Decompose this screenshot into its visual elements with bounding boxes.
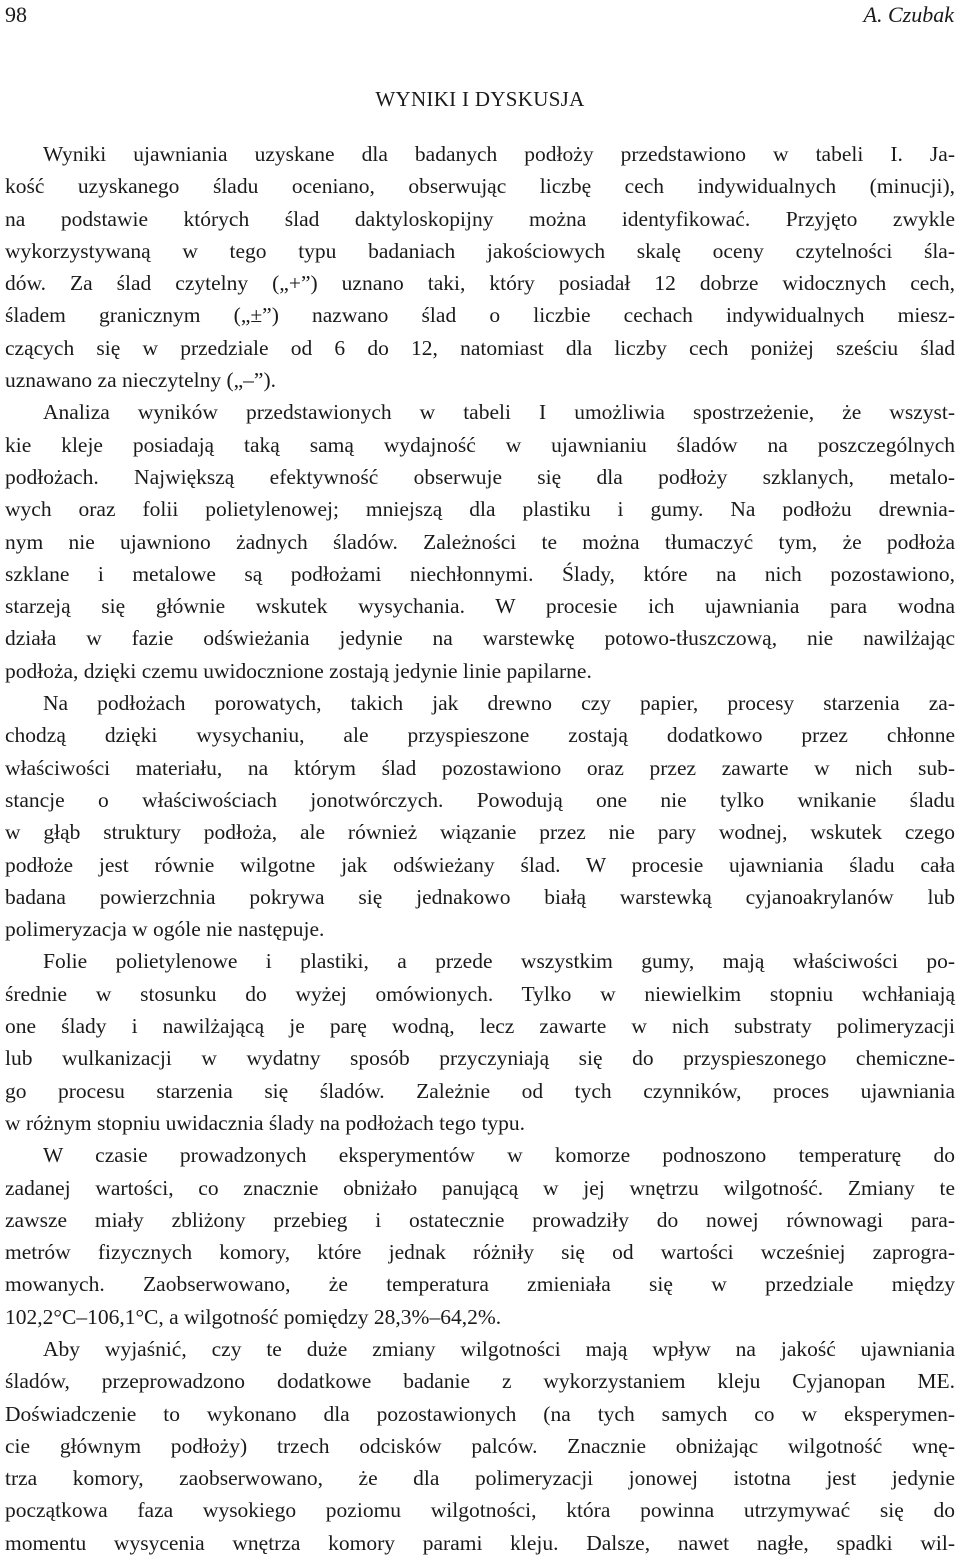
text-line: polimeryzacja w ogóle nie następuje. xyxy=(5,917,325,942)
paragraph xyxy=(5,138,955,396)
text-line: właściwości materiału, na którym ślad pozostawiono oraz przez zawarte w nich sub- xyxy=(5,755,955,780)
text-line: cie głównym podłoży) trzech odcisków palców. Znacznie obniżając wilgotność wnę- xyxy=(5,1433,955,1458)
text-line: Doświadczenie to wykonano dla pozostawionych (na tych samych co w eksperymen- xyxy=(5,1401,955,1426)
text-line: Aby wyjaśnić, czy te duże zmiany wilgotności mają wpływ na jakość ujawniania xyxy=(43,1336,955,1361)
paragraph xyxy=(5,396,955,687)
text-line: chodzą dzięki wysychaniu, ale przyspieszone zostają dodatkowo przez chłonne xyxy=(5,723,955,748)
text-line: zawsze miały zbliżony przebieg i ostatecznie prowadziły do nowej równowagi para- xyxy=(5,1207,955,1232)
text-line: kość uzyskanego śladu oceniano, obserwując liczbę cech indywidualnych (minucji), xyxy=(5,174,955,199)
text-line: badana powierzchnia pokrywa się jednakowo białą warstewką cyjanoakrylanów lub xyxy=(5,884,955,909)
text-line: wych oraz folii polietylenowej; mniejszą dla plastiku i gumy. Na podłożu drewnia- xyxy=(5,497,955,522)
running-head: A. Czubak xyxy=(863,2,954,27)
text-line: metrów fizycznych komory, które jednak różniły się od wartości wcześniej zaprogra- xyxy=(5,1240,955,1265)
text-line: wykorzystywaną w tego typu badaniach jakościowych skalę oceny czytelności śla- xyxy=(5,238,955,263)
text-line: 102,2°C–106,1°C, a wilgotność pomiędzy 28,3%–64,2%. xyxy=(5,1304,502,1329)
text-line: nym nie ujawniono żadnych śladów. Zależności te można tłumaczyć tym, że podłoża xyxy=(5,529,955,554)
paragraph xyxy=(5,687,955,945)
text-line: śladów, przeprowadzono dodatkowe badanie z wykorzystaniem kleju Cyjanopan ME. xyxy=(5,1369,955,1394)
text-line: mowanych. Zaobserwowano, że temperatura zmieniała się w przedziale między xyxy=(5,1272,955,1297)
text-line: średnie w stosunku do wyżej omówionych. Tylko w niewielkim stopniu wchłaniają xyxy=(5,981,955,1006)
text-line: momentu wysycenia wnętrza komory parami kleju. Dalsze, nawet nagłe, spadki wil- xyxy=(5,1530,955,1555)
text-line: podłoże jest równie wilgotne jak odświeżany ślad. W procesie ujawniania śladu cała xyxy=(5,852,955,877)
page-number: 98 xyxy=(5,2,27,27)
text-line: początkowa faza wysokiego poziomu wilgotności, która powinna utrzymywać się do xyxy=(5,1498,955,1523)
text-line: stancje o właściwościach jonotwórczych. Powodują one nie tylko wnikanie śladu xyxy=(5,787,955,812)
text-line: w głąb struktury podłoża, ale również wiązanie przez nie pary wodnej, wskutek czego xyxy=(5,820,955,845)
text-line: dów. Za ślad czytelny („+”) uznano taki, który posiadał 12 dobrze widocznych cech, xyxy=(5,271,955,296)
text-line: czących się w przedziale od 6 do 12, natomiast dla liczby cech poniżej sześciu ślad xyxy=(5,335,955,360)
body-text xyxy=(5,138,955,1559)
text-line: szklane i metalowe są podłożami niechłonnymi. Ślady, które na nich pozostawiono, xyxy=(5,561,955,586)
text-line: podłoża, dzięki czemu uwidocznione zostają jedynie linie papilarne. xyxy=(5,658,592,683)
text-line: w różnym stopniu uwidacznia ślady na podłożach tego typu. xyxy=(5,1110,526,1135)
text-line: go procesu starzenia się śladów. Zależnie od tych czynników, proces ujawniania xyxy=(5,1078,955,1103)
text-line: Wyniki ujawniania uzyskane dla badanych podłoży przedstawiono w tabeli I. Ja- xyxy=(43,142,955,166)
paragraph xyxy=(5,1333,955,1559)
text-line: lub wulkanizacji w wydatny sposób przyczyniają się do przyspieszonego chemiczne- xyxy=(5,1046,955,1071)
text-line: na podstawie których ślad daktyloskopijny można identyfikować. Przyjęto zwykle xyxy=(5,206,955,231)
text-line: śladem granicznym („±”) nazwano ślad o liczbie cechach indywidualnych miesz- xyxy=(5,303,955,328)
paragraph xyxy=(5,1139,955,1333)
text-line: trza komory, zaobserwowano, że dla polimeryzacji jonowej istotna jest jedynie xyxy=(5,1466,955,1491)
text-line: Na podłożach porowatych, takich jak drewno czy papier, procesy starzenia za- xyxy=(43,691,955,716)
section-title: WYNIKI I DYSKUSJA xyxy=(375,87,585,111)
paragraph xyxy=(5,945,955,1139)
text-line: starzeją się głównie wskutek wysychania. W procesie ich ujawniania para wodna xyxy=(5,594,955,619)
text-line: uznawano za nieczytelny („–”). xyxy=(5,368,276,393)
text-line: W czasie prowadzonych eksperymentów w komorze podnoszono temperaturę do xyxy=(43,1143,955,1168)
text-line: podłożach. Największą efektywność obserwuje się dla podłoży szklanych, metalo- xyxy=(5,464,955,489)
text-line: Analiza wyników przedstawionych w tabeli I umożliwia spostrzeżenie, że wszyst- xyxy=(43,400,955,425)
text-line: kie kleje posiadają taką samą wydajność w ujawnianiu śladów na poszczególnych xyxy=(5,432,955,457)
text-line: one ślady i nawilżającą je parę wodną, lecz zawarte w nich substraty polimeryzacji xyxy=(5,1014,955,1039)
text-line: działa w fazie odświeżania jedynie na warstewkę potowo-tłuszczową, nie nawilżając xyxy=(5,626,955,651)
text-line: zadanej wartości, co znacznie obniżało panującą w jej wnętrzu wilgotność. Zmiany te xyxy=(5,1175,955,1200)
text-line: Folie polietylenowe i plastiki, a przede wszystkim gumy, mają właściwości po- xyxy=(43,949,955,974)
